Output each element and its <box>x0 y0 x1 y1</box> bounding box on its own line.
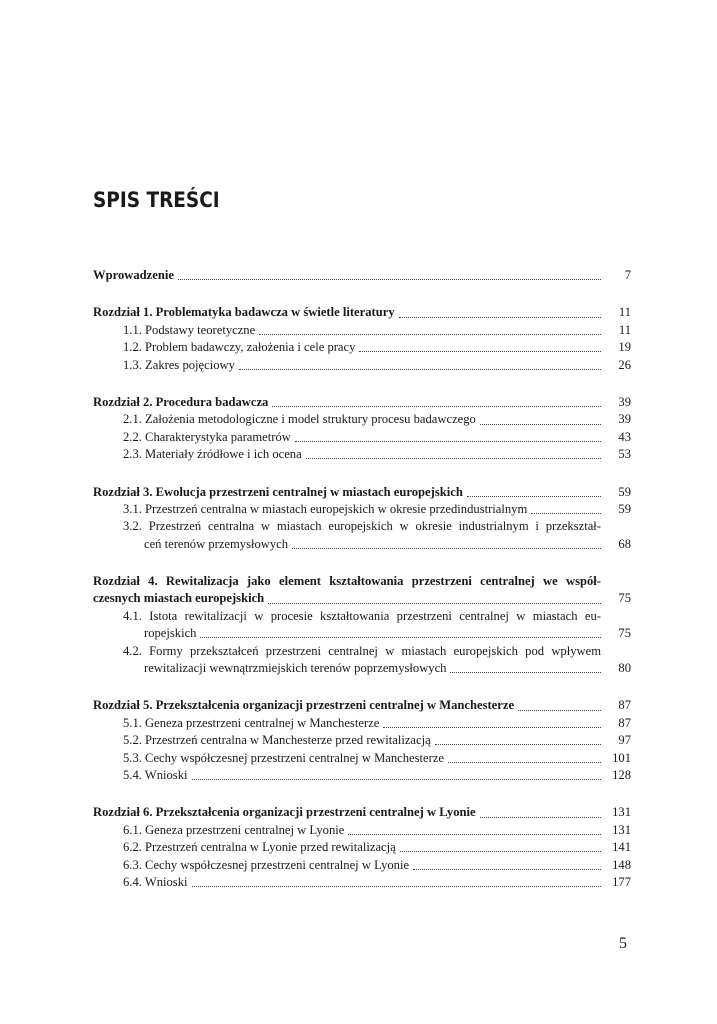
toc-subsection-line[interactable] <box>93 732 631 749</box>
toc-entry-page: 131 <box>612 805 631 820</box>
toc-entry-label: 4.2. Formy przekształceń przestrzeni centralnej w miastach europejskich pod wpływem <box>123 643 601 658</box>
toc-entry-label: Rozdział 5. Przekształcenia organizacji przestrzeni centralnej w Manchesterze <box>93 698 515 713</box>
toc-entry-label: 4.1. Istota rewitalizacji w procesie kształtowania przestrzeni centralnej w miastach eu- <box>123 608 601 623</box>
toc-entry-page: 131 <box>612 822 631 837</box>
page-title: SPIS TREŚCI <box>93 188 220 212</box>
toc-entry-label: ceń terenów przemysłowych <box>144 536 289 551</box>
toc-entry-page: 7 <box>624 268 631 282</box>
toc-entry-page: 101 <box>612 750 631 765</box>
toc-entry-label: 6.3. Cechy współczesnej przestrzeni centralnej w Lyonie <box>123 857 410 872</box>
toc-entry-label: 2.3. Materiały źródłowe i ich ocena <box>123 447 302 462</box>
toc-entry-label: Rozdział 6. Przekształcenia organizacji przestrzeni centralnej w Lyonie <box>93 805 476 820</box>
toc-subsection-line[interactable] <box>93 874 631 891</box>
toc-entry-label: Wprowadzenie <box>93 268 174 282</box>
toc-entry-label: 6.2. Przestrzeń centralna w Lyonie przed rewitalizacją <box>123 840 396 855</box>
dot-leader <box>268 603 601 604</box>
toc-entry-page: 19 <box>618 340 631 355</box>
toc-entry-label: 3.1. Przestrzeń centralna w miastach europejskich w okresie przedindustrialnym <box>123 501 528 516</box>
toc-entry-label: 3.2. Przestrzeń centralna w miastach europejskich w okresie industrialnym i przekształ- <box>123 519 601 534</box>
toc-entry-page: 11 <box>618 322 631 337</box>
toc-subsection-line[interactable] <box>93 518 631 535</box>
toc-entry-label: 6.1. Geneza przestrzeni centralnej w Lyonie <box>123 822 345 837</box>
toc-subsection-line[interactable] <box>93 357 631 374</box>
toc-chapter-line[interactable] <box>93 573 631 590</box>
toc-entry-page: 68 <box>618 536 631 551</box>
toc-entry-page: 39 <box>618 412 631 427</box>
toc-subsection-line[interactable] <box>93 857 631 874</box>
toc-chapter-section <box>93 484 631 554</box>
toc-entry-page: 75 <box>618 626 631 641</box>
toc-subsection-line[interactable] <box>93 501 631 518</box>
toc-subsection-line[interactable] <box>93 429 631 446</box>
dot-leader <box>400 851 601 852</box>
toc-subsection-line[interactable] <box>93 411 631 428</box>
table-of-contents <box>93 267 631 911</box>
toc-entry-label: 5.1. Geneza przestrzeni centralnej w Manchesterze <box>123 715 380 730</box>
toc-entry-page: 87 <box>618 715 631 730</box>
dot-leader <box>192 779 602 780</box>
toc-chapter-line[interactable] <box>93 804 631 821</box>
dot-leader <box>348 834 601 835</box>
toc-entry-page: 53 <box>618 447 631 462</box>
dot-leader <box>272 406 601 407</box>
dot-leader <box>413 869 601 870</box>
toc-entry-page: 59 <box>618 484 631 499</box>
dot-leader <box>480 817 601 818</box>
toc-subsection-line[interactable] <box>93 715 631 732</box>
toc-entry-intro[interactable] <box>93 267 631 284</box>
dot-leader <box>399 317 601 318</box>
toc-entry-label: 2.1. Założenia metodologiczne i model struktury procesu badawczego <box>123 412 476 427</box>
toc-subsection-line[interactable] <box>93 536 631 553</box>
toc-entry-label: 1.1. Podstawy teoretyczne <box>123 322 256 337</box>
toc-entry-label: Rozdział 3. Ewolucja przestrzeni centralnej w miastach europejskich <box>93 484 463 499</box>
dot-leader <box>292 548 601 549</box>
toc-entry-label: Rozdział 1. Problematyka badawcza w świetle literatury <box>93 305 395 320</box>
toc-entry-label: ropejskich <box>144 626 197 641</box>
dot-leader <box>467 496 601 497</box>
toc-entry-label: rewitalizacji wewnątrzmiejskich terenów poprzemysłowych <box>144 661 447 676</box>
toc-subsection-line[interactable] <box>93 608 631 625</box>
toc-entry-page: 75 <box>618 591 631 606</box>
toc-entry-label: 6.4. Wnioski <box>123 874 188 889</box>
toc-chapter-section <box>93 394 631 464</box>
toc-entry-label: Rozdział 4. Rewitalizacja jako element kształtowania przestrzeni centralnej we współ- <box>93 574 601 589</box>
toc-subsection-line[interactable] <box>93 643 631 660</box>
toc-chapter-section <box>93 804 631 891</box>
dot-leader <box>435 744 601 745</box>
toc-chapter-line[interactable] <box>93 590 631 607</box>
toc-intro-section <box>93 267 631 284</box>
toc-chapter-section <box>93 304 631 374</box>
toc-entry-label: Rozdział 2. Procedura badawcza <box>93 394 269 409</box>
toc-subsection-line[interactable] <box>93 750 631 767</box>
dot-leader <box>178 279 601 280</box>
dot-leader <box>480 424 601 425</box>
toc-entry-label: 5.2. Przestrzeń centralna w Manchesterze przed rewitalizacją <box>123 733 431 748</box>
toc-entry-label: 1.3. Zakres pojęciowy <box>123 357 235 372</box>
toc-chapters <box>93 304 631 891</box>
dot-leader <box>295 441 601 442</box>
toc-entry-page: 87 <box>618 698 631 713</box>
toc-entry-page: 26 <box>618 357 631 372</box>
dot-leader <box>450 672 601 673</box>
dot-leader <box>239 369 601 370</box>
toc-entry-label: 1.2. Problem badawczy, założenia i cele pracy <box>123 340 356 355</box>
toc-entry-label: czesnych miastach europejskich <box>93 591 265 606</box>
toc-chapter-line[interactable] <box>93 304 631 321</box>
toc-chapter-section <box>93 573 631 677</box>
toc-entry-page: 59 <box>618 501 631 516</box>
toc-subsection-line[interactable] <box>93 446 631 463</box>
dot-leader <box>518 710 601 711</box>
toc-entry-label: 2.2. Charakterystyka parametrów <box>123 429 291 444</box>
toc-entry-page: 43 <box>618 429 631 444</box>
dot-leader <box>192 886 602 887</box>
dot-leader <box>200 637 601 638</box>
toc-subsection-line[interactable] <box>93 839 631 856</box>
page-number: 5 <box>619 935 627 952</box>
toc-entry-page: 39 <box>618 394 631 409</box>
toc-entry-page: 97 <box>618 733 631 748</box>
dot-leader <box>306 458 601 459</box>
dot-leader <box>259 334 601 335</box>
toc-entry-page: 11 <box>618 305 631 320</box>
toc-chapter-line[interactable] <box>93 484 631 501</box>
toc-entry-page: 128 <box>612 767 631 782</box>
dot-leader <box>359 351 601 352</box>
dot-leader <box>531 513 601 514</box>
toc-entry-label: 5.4. Wnioski <box>123 767 188 782</box>
toc-entry-page: 177 <box>612 874 631 889</box>
toc-subsection-line[interactable] <box>93 339 631 356</box>
dot-leader <box>448 762 601 763</box>
toc-subsection-line[interactable] <box>93 660 631 677</box>
toc-chapter-line[interactable] <box>93 697 631 714</box>
toc-entry-label: 5.3. Cechy współczesnej przestrzeni centralnej w Manchesterze <box>123 750 444 765</box>
toc-subsection-line[interactable] <box>93 322 631 339</box>
toc-entry-page: 80 <box>618 661 631 676</box>
toc-subsection-line[interactable] <box>93 625 631 642</box>
toc-entry-page: 148 <box>612 857 631 872</box>
dot-leader <box>383 727 601 728</box>
toc-entry-page: 141 <box>612 840 631 855</box>
toc-subsection-line[interactable] <box>93 767 631 784</box>
toc-chapter-line[interactable] <box>93 394 631 411</box>
toc-chapter-section <box>93 697 631 784</box>
toc-subsection-line[interactable] <box>93 822 631 839</box>
